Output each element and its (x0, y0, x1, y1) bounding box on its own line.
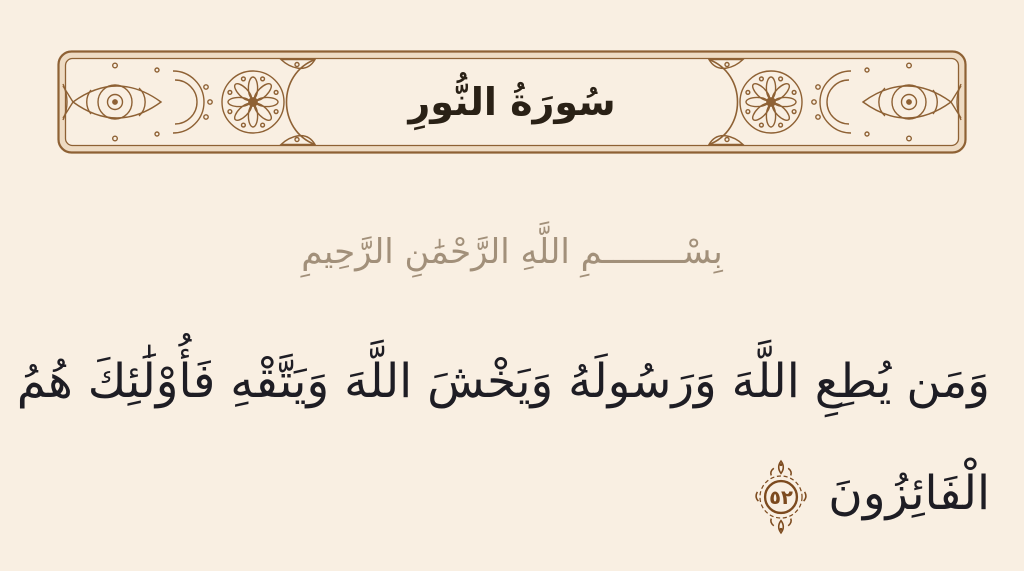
verse-line-2-text: الْفَائِزُونَ (828, 466, 990, 521)
bismillah-text: بِسْــــــــمِ اللَّهِ الرَّحْمَٰنِ الرَّحِيمِ (301, 232, 723, 272)
verse-block (16, 326, 990, 550)
verse-number: ٥٢ (769, 485, 794, 509)
verse-line-1: وَمَن يُطِعِ اللَّهَ وَرَسُولَهُ وَيَخْشَ اللَّهَ وَيَتَّقْهِ فَأُوْلَٰئِكَ هُمُ (16, 354, 990, 409)
surah-header-frame (57, 50, 967, 154)
verse-line-2 (34, 438, 990, 550)
surah-title: سُورَةُ النُّورِ (408, 80, 616, 124)
verse-number-medallion (748, 458, 814, 536)
